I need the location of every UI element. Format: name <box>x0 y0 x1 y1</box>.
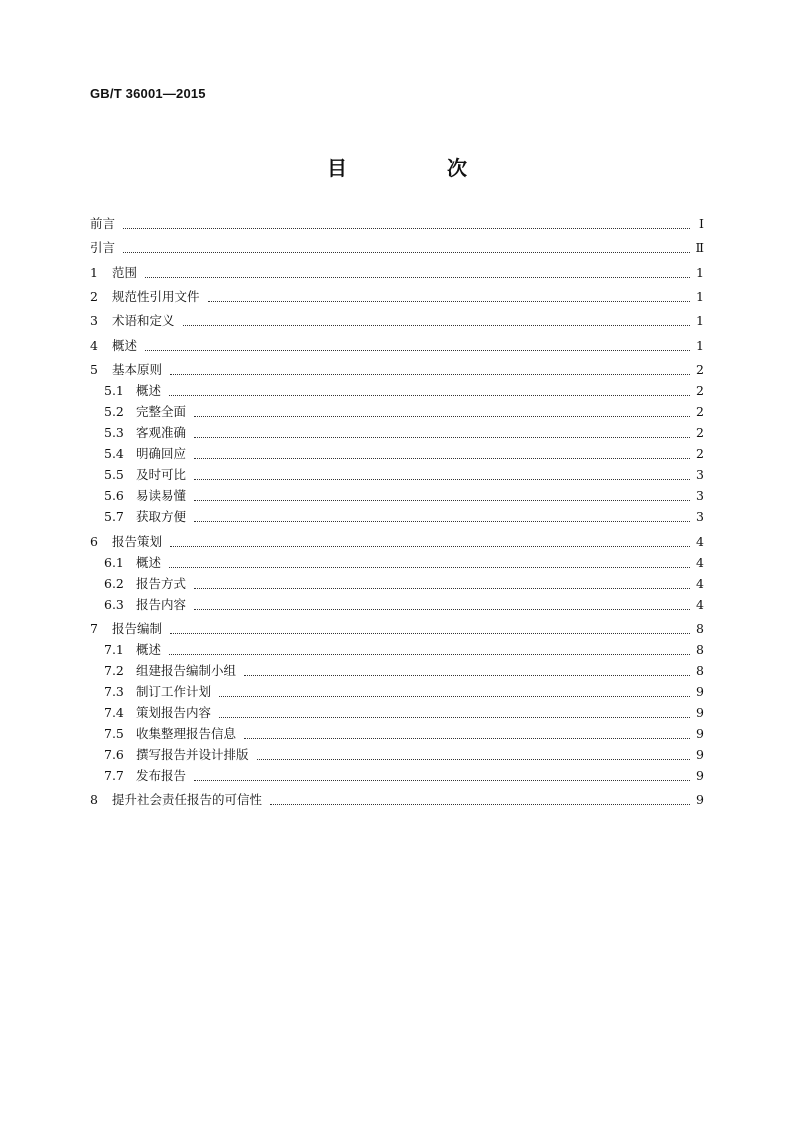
toc-entry-number: 5.7 <box>104 509 124 524</box>
toc-entry-page: 2 <box>696 362 704 377</box>
toc-entry[interactable] <box>104 661 704 681</box>
toc-entry-page: 1 <box>696 265 704 280</box>
toc-entry-label: 撰写报告并设计排版 <box>136 747 249 762</box>
toc-entry-number: 5 <box>90 362 98 377</box>
toc-entry[interactable] <box>90 532 704 552</box>
toc-entry[interactable] <box>104 595 704 615</box>
toc-entry-number: 7 <box>90 621 98 636</box>
toc-leader-dots <box>123 252 689 253</box>
toc-entry-page: 9 <box>696 747 704 762</box>
toc-entry-label: 收集整理报告信息 <box>136 726 237 741</box>
toc-entry-label: 策划报告内容 <box>136 705 212 720</box>
toc-entry[interactable] <box>104 402 704 422</box>
toc-entry-label: 概述 <box>112 338 138 353</box>
toc-entry-number: 7.5 <box>104 726 124 741</box>
toc-entry-number: 5.6 <box>104 488 124 503</box>
toc-entry-label: 报告策划 <box>112 534 163 549</box>
toc-entry-label: 明确回应 <box>136 446 187 461</box>
toc-entry[interactable] <box>90 360 704 380</box>
toc-leader-dots <box>169 567 690 568</box>
toc-leader-dots <box>194 609 690 610</box>
toc-entry-page: 3 <box>696 488 704 503</box>
toc-entry-label: 概述 <box>136 383 162 398</box>
toc-entry[interactable] <box>104 507 704 527</box>
toc-leader-dots <box>194 479 690 480</box>
toc-entry-label: 提升社会责任报告的可信性 <box>112 792 263 807</box>
toc-leader-dots <box>194 521 690 522</box>
toc-entry-label: 引言 <box>90 240 116 255</box>
toc-entry-page: 9 <box>696 705 704 720</box>
toc-entry-number: 6.3 <box>104 597 124 612</box>
toc-entry-number: 3 <box>90 313 98 328</box>
toc-entry-number: 6 <box>90 534 98 549</box>
toc-entry[interactable] <box>90 238 704 258</box>
toc-entry-page: 9 <box>696 792 704 807</box>
toc-entry-number: 5.5 <box>104 467 124 482</box>
toc-entry-number: 6.1 <box>104 555 124 570</box>
toc-leader-dots <box>194 437 690 438</box>
toc-entry[interactable] <box>104 465 704 485</box>
toc-entry-number: 7.7 <box>104 768 124 783</box>
toc-entry-number: 6.2 <box>104 576 124 591</box>
toc-entry[interactable] <box>104 766 704 786</box>
toc-entry[interactable] <box>90 790 704 810</box>
toc-entry[interactable] <box>104 724 704 744</box>
toc-leader-dots <box>194 416 690 417</box>
toc-entry-label: 术语和定义 <box>112 313 175 328</box>
standard-code: GB/T 36001—2015 <box>90 86 206 101</box>
toc-entry-page: 1 <box>696 313 704 328</box>
toc-entry[interactable] <box>90 214 704 234</box>
toc-leader-dots <box>219 717 690 718</box>
toc-entry-page: 4 <box>696 576 704 591</box>
toc-entry-number: 5.4 <box>104 446 124 461</box>
toc-entry-label: 前言 <box>90 216 116 231</box>
toc-entry[interactable] <box>104 745 704 765</box>
toc-entry-number: 4 <box>90 338 98 353</box>
toc-entry-label: 报告内容 <box>136 597 187 612</box>
toc-entry-label: 基本原则 <box>112 362 163 377</box>
toc-leader-dots <box>183 325 690 326</box>
toc-entry-label: 获取方便 <box>136 509 187 524</box>
toc-leader-dots <box>194 458 690 459</box>
toc-entry-number: 7.1 <box>104 642 124 657</box>
toc-entry-label: 规范性引用文件 <box>112 289 200 304</box>
toc-title: 目 次 <box>327 156 507 180</box>
toc-entry[interactable] <box>90 263 704 283</box>
toc-entry-label: 概述 <box>136 555 162 570</box>
toc-entry[interactable] <box>104 553 704 573</box>
toc-leader-dots <box>219 696 690 697</box>
toc-entry-label: 制订工作计划 <box>136 684 212 699</box>
toc-leader-dots <box>170 633 690 634</box>
toc-entry-page: 8 <box>696 621 704 636</box>
toc-entry-number: 8 <box>90 792 98 807</box>
toc-entry-number: 5.1 <box>104 383 124 398</box>
toc-entry[interactable] <box>90 619 704 639</box>
toc-entry-number: 5.2 <box>104 404 124 419</box>
toc-entry-page: 8 <box>696 642 704 657</box>
toc-leader-dots <box>169 395 690 396</box>
toc-leader-dots <box>244 675 690 676</box>
toc-entry[interactable] <box>90 336 704 356</box>
toc-entry-number: 7.2 <box>104 663 124 678</box>
toc-leader-dots <box>244 738 690 739</box>
toc-entry[interactable] <box>104 423 704 443</box>
toc-entry-label: 报告方式 <box>136 576 187 591</box>
toc-entry[interactable] <box>104 640 704 660</box>
toc-entry-page: 9 <box>696 726 704 741</box>
toc-leader-dots <box>194 500 690 501</box>
toc-leader-dots <box>270 804 690 805</box>
toc-entry-page: 1 <box>696 289 704 304</box>
toc-entry-label: 及时可比 <box>136 467 187 482</box>
toc-entry-number: 7.3 <box>104 684 124 699</box>
toc-entry-page: 4 <box>696 555 704 570</box>
toc-entry-number: 7.4 <box>104 705 124 720</box>
toc-entry-page: Ⅰ <box>699 216 704 231</box>
toc-entry-page: 9 <box>696 768 704 783</box>
toc-entry[interactable] <box>104 574 704 594</box>
toc-leader-dots <box>170 374 690 375</box>
toc-entry-page: 9 <box>696 684 704 699</box>
toc-entry-number: 1 <box>90 265 98 280</box>
toc-entry-page: 2 <box>696 446 704 461</box>
toc-entry-number: 2 <box>90 289 98 304</box>
toc-leader-dots <box>145 277 690 278</box>
toc-entry-label: 组建报告编制小组 <box>136 663 237 678</box>
toc-entry[interactable] <box>104 486 704 506</box>
toc-entry-page: 1 <box>696 338 704 353</box>
toc-leader-dots <box>123 228 690 229</box>
toc-leader-dots <box>194 588 690 589</box>
toc-entry-page: 2 <box>696 404 704 419</box>
toc-leader-dots <box>257 759 690 760</box>
toc-entry-page: Ⅱ <box>695 240 704 255</box>
toc-leader-dots <box>145 350 690 351</box>
toc-entry-label: 报告编制 <box>112 621 163 636</box>
toc-entry-page: 3 <box>696 509 704 524</box>
toc-entry-page: 8 <box>696 663 704 678</box>
toc-entry-page: 2 <box>696 383 704 398</box>
toc-entry-label: 发布报告 <box>136 768 187 783</box>
toc-entry-number: 5.3 <box>104 425 124 440</box>
toc-entry-label: 范围 <box>112 265 138 280</box>
toc-leader-dots <box>170 546 690 547</box>
toc-leader-dots <box>208 301 690 302</box>
toc-entry-page: 3 <box>696 467 704 482</box>
toc-leader-dots <box>169 654 690 655</box>
toc-entry-label: 完整全面 <box>136 404 187 419</box>
toc-entry-number: 7.6 <box>104 747 124 762</box>
toc-entry-label: 概述 <box>136 642 162 657</box>
toc-entry-page: 4 <box>696 534 704 549</box>
toc-entry-page: 2 <box>696 425 704 440</box>
toc-entry[interactable] <box>104 381 704 401</box>
toc-entry-label: 易读易懂 <box>136 488 187 503</box>
toc-entry[interactable] <box>104 682 704 702</box>
toc-entry-label: 客观准确 <box>136 425 187 440</box>
toc-entry[interactable] <box>104 703 704 723</box>
toc-entry[interactable] <box>90 311 704 331</box>
toc-entry[interactable] <box>104 444 704 464</box>
toc-entry[interactable] <box>90 287 704 307</box>
toc-entry-page: 4 <box>696 597 704 612</box>
toc-leader-dots <box>194 780 690 781</box>
